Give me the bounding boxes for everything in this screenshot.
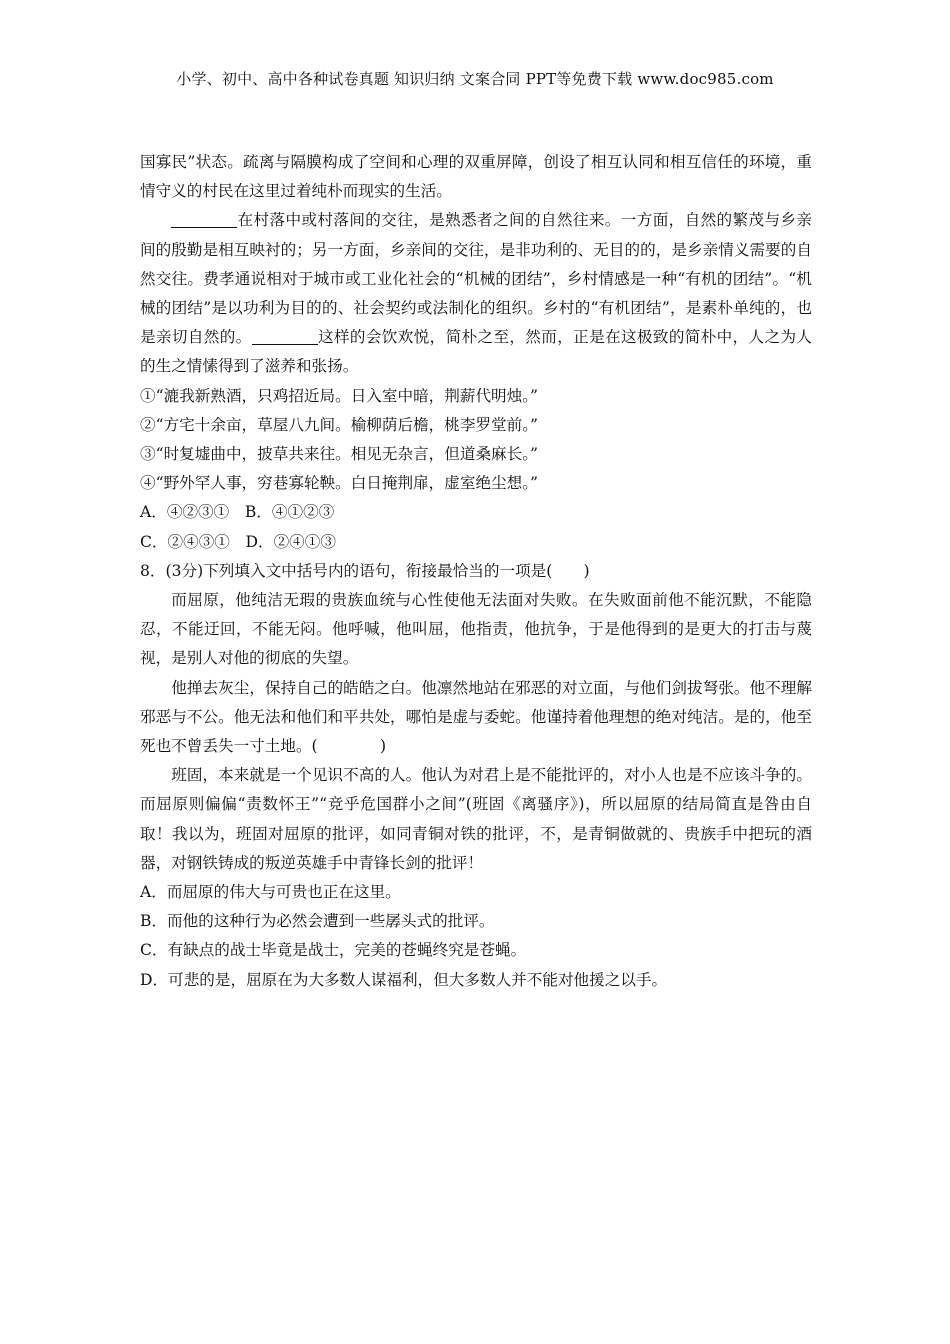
passage-text: 这样的会饮欢悦，简朴之至，然而，正是在这极致的简朴中，人之为人的生之情愫得到了滋养和张扬。 [140, 328, 812, 376]
passage-paragraph: 国寡民”状态。疏离与隔膜构成了空间和心理的双重屏障，创设了相互认同和相互信任的环境，重情守义的村民在这里过着纯朴而现实的生活。 [140, 153, 812, 201]
poem-option: ④“野外罕人事，穷巷寡轮鞅。白日掩荆扉，虚室绝尘想。” [140, 474, 538, 493]
answer-choice: C．有缺点的战士毕竟是战士，完美的苍蝇终究是苍蝇。 [140, 941, 527, 960]
passage-text: 在村落中或村落间的交往，是熟悉者之间的自然往来。一方面，自然的繁茂与乡亲间的殷勤是相互映衬的；另一方面，乡亲间的交往，是非功利的、无目的的，是乡亲情义需要的自然交往。费孝通说相对于城市或工业化社会的“机械的团结”，乡村情感是一种“有机的团结”。“机械的团结”是以功利为目的的、社会契约或法制化的组织。乡村的“有机团结”，是素朴单纯的，也是亲切自然的。 [140, 211, 812, 347]
question-paragraph: 而屈原，他纯洁无瑕的贵族血统与心性使他无法面对失败。在失败面前他不能沉默，不能隐忍，不能迂回，不能无闷。他呼喊，他叫屈，他指责，他抗争，于是他得到的是更大的打击与蔑视，是别人对他的彻底的失望。 [140, 591, 812, 668]
answer-choice: A．而屈原的伟大与可贵也正在这里。 [140, 883, 401, 902]
answer-choice: C．②④③① D．②④①③ [140, 532, 336, 551]
question-paragraph: 班固，本来就是一个见识不高的人。他认为对君上是不能批评的，对小人也是不应该斗争的。而屈原则偏偏“责数怀王”“竞乎危国群小之间”(班固《离骚序》)，所以屈原的结局简直是咎由自取！我以为，班固对屈原的批评，如同青铜对铁的批评，不，是青铜做就的、贵族手中把玩的酒器，对钢铁铸成的叛逆英雄手中青锋长剑的批评！ [140, 766, 812, 872]
document-body [140, 148, 812, 995]
poem-option: ①“漉我新熟酒，只鸡招近局。日入室中暗，荆薪代明烛。” [140, 386, 538, 405]
poem-option: ③“时复墟曲中，披草共来往。相见无杂言，但道桑麻长。” [140, 445, 538, 464]
fill-blank-1 [171, 209, 237, 228]
passage-paragraph-with-blanks [140, 206, 812, 381]
poem-option: ②“方宅十余亩，草屋八九间。榆柳荫后檐，桃李罗堂前。” [140, 415, 538, 434]
question-stem: 8．(3分)下列填入文中括号内的语句，衔接最恰当的一项是( ) [140, 561, 590, 580]
answer-choice: A．④②③① B．④①②③ [140, 503, 335, 522]
answer-choice: D．可悲的是，屈原在为大多数人谋福利，但大多数人并不能对他援之以手。 [140, 970, 668, 989]
page-header: 小学、初中、高中各种试卷真题 知识归纳 文案合同 PPT等免费下载 www.doc985.com [176, 70, 774, 88]
question-paragraph: 他掸去灰尘，保持自己的皓皓之白。他凛然地站在邪恶的对立面，与他们剑拔弩张。他不理解邪恶与不公。他无法和他们和平共处，哪怕是虚与委蛇。他谨持着他理想的绝对纯洁。是的，他至死也不曾丢失一寸土地。( ) [140, 678, 812, 756]
fill-blank-2 [252, 326, 318, 345]
answer-choice: B．而他的这种行为必然会遭到一些孱头式的批评。 [140, 912, 495, 931]
